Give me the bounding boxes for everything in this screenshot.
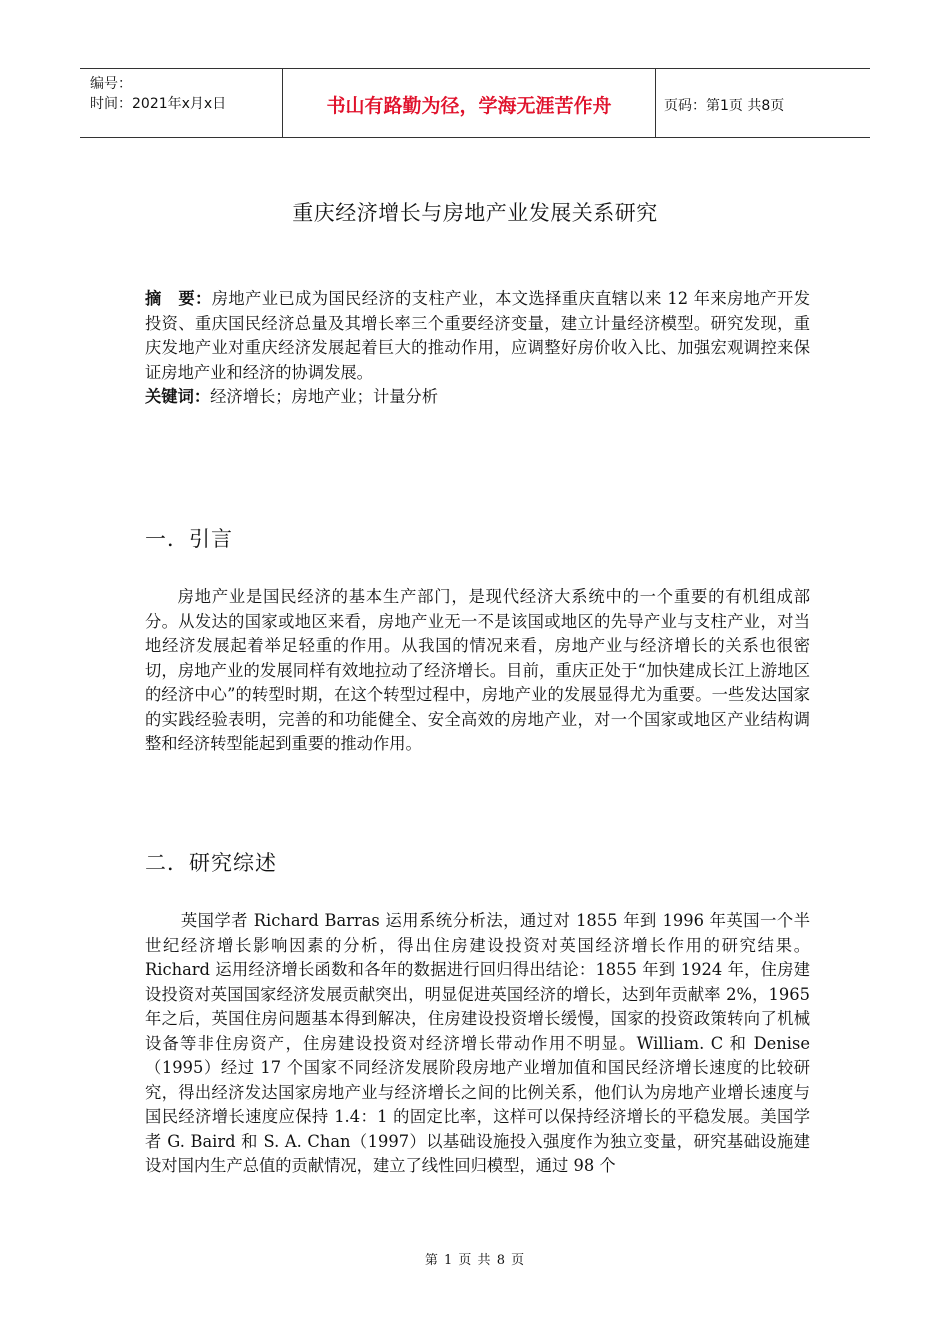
- document-title: 重庆经济增长与房地产业发展关系研究: [292, 201, 658, 225]
- header-motto: 书山有路勤为径，学海无涯苦作舟: [326, 95, 612, 117]
- abstract-paragraph: [145, 287, 810, 385]
- header-page-info: 页码：第1页 共8页: [664, 98, 785, 114]
- section-paragraph-introduction: 房地产业是国民经济的基本生产部门，是现代经济大系统中的一个重要的有机组成部分。从发达的国家或地区来看，房地产业无一不是该国或地区的先导产业与支柱产业，对当地经济发展起着举足轻重的作用。从我国的情况来看，房地产业与经济增长的关系也很密切，房地产业的发展同样有效地拉动了经济增长。目前，重庆正处于“加快建成长江上游地区的经济中心”的转型时期，在这个转型过程中，房地产业的发展显得尤为重要。一些发达国家的实践经验表明，完善的和功能健全、安全高效的房地产业，对一个国家或地区产业结构调整和经济转型能起到重要的推动作用。: [145, 587, 810, 753]
- header-meta-cell: [80, 69, 283, 137]
- header-page-cell: [656, 69, 870, 137]
- section-paragraph-literature-review: 英国学者 Richard Barras 运用系统分析法，通过对 1855 年到 1996 年英国一个半世纪经济增长影响因素的分析，得出住房建设投资对英国经济增长作用的研究结果。Richard 运用经济增长函数和各年的数据进行回归得出结论：1855 年到 1924 年，住房建设投资对英国国家经济发展贡献突出，明显促进英国经济的增长，达到年贡献率 2%，1965 年之后，英国住房问题基本得到解决，住房建设投资增长缓慢，国家的投资政策转向了机械设备等非住房资产，住房建设投资对经济增长带动作用不明显。William. C 和 Denise（1995）经过 17 个国家不同经济发展阶段房地产业增加值和国民经济增长速度的比较研究，得出经济发达国家房地产业与经济增长之间的比例关系，他们认为房地产业增长速度与国民经济增长速度应保持 1.4：1 的固定比率，这样可以保持经济增长的平稳发展。美国学者 G. Baird 和 S. A. Chan（1997）以基础设施投入强度作为独立变量，研究基础设施建设对国内生产总值的贡献情况，建立了线性回归模型，通过 98 个: [145, 911, 810, 1175]
- document-time-label: 时间：2021年x月x日: [90, 96, 227, 112]
- section-heading-introduction: 一．引言: [145, 527, 233, 551]
- abstract-text: 房地产业已成为国民经济的支柱产业，本文选择重庆直辖以来 12 年来房地产开发投资、重庆国民经济总量及其增长率三个重要经济变量，建立计量经济模型。研究发现，重庆发地产业对重庆经济发展起着巨大的推动作用，应调整好房价收入比、加强宏观调控来保证房地产业和经济的协调发展。: [145, 289, 810, 382]
- page-footer: 第 1 页 共 8 页: [424, 1253, 526, 1268]
- keywords-line: [145, 385, 810, 410]
- section-heading-literature-review: 二．研究综述: [145, 851, 277, 875]
- document-header-table: [80, 68, 870, 138]
- document-number-label: 编号：: [90, 76, 132, 92]
- header-motto-cell: [283, 69, 656, 137]
- abstract-block: [145, 287, 810, 410]
- keywords-label: 关键词：: [145, 387, 211, 406]
- keywords-text: 经济增长；房地产业；计量分析: [210, 387, 439, 406]
- abstract-label: 摘 要：: [145, 289, 212, 308]
